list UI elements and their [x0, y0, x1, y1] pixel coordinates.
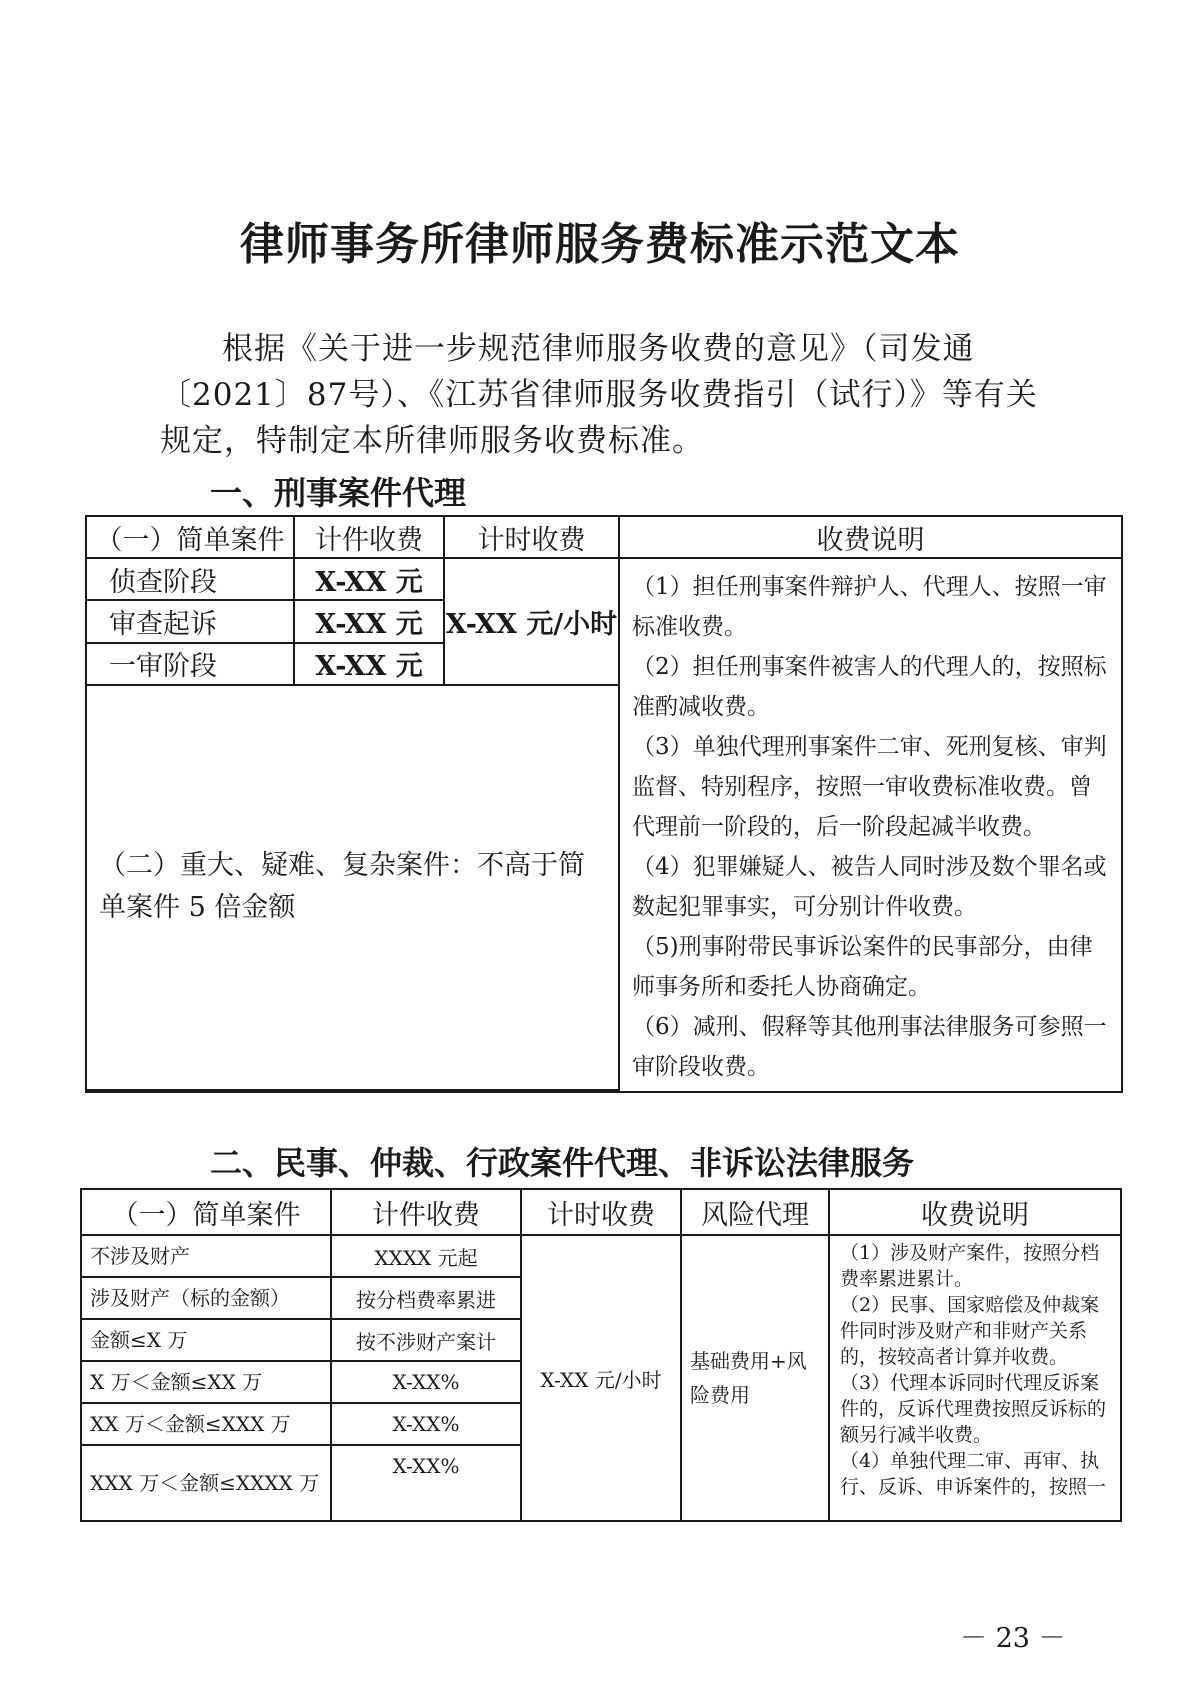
fee-note: （1）涉及财产案件，按照分档费率累进累计。 [840, 1242, 1100, 1290]
fee-cell: X-XX 元 [294, 558, 444, 600]
hourly-fee-cell: X-XX 元/小时 [521, 1235, 681, 1521]
category-cell: X 万＜金额≤XX 万 [81, 1361, 331, 1403]
major-cases-cell: （二）重大、疑难、复杂案件：不高于简单案件 5 倍金额 [86, 685, 619, 1090]
category-cell: 涉及财产（标的金额） [81, 1277, 331, 1319]
section-heading-criminal: 一、刑事案件代理 [210, 474, 467, 512]
fee-notes-cell [829, 1235, 1121, 1521]
table-header-row [86, 516, 1122, 558]
fee-cell: XXXX 元起 [331, 1235, 521, 1277]
column-header: 计件收费 [331, 1189, 521, 1235]
stage-cell: 一审阶段 [86, 643, 294, 685]
criminal-fee-table [85, 515, 1123, 1093]
fee-note: （4）犯罪嫌疑人、被告人同时涉及数个罪名或数起犯罪事实，可分别计件收费。 [632, 854, 1107, 920]
fee-cell: X-XX 元 [294, 600, 444, 642]
category-cell: 金额≤X 万 [81, 1319, 331, 1361]
stage-cell: 侦查阶段 [86, 558, 294, 600]
intro-paragraph: 根据《关于进一步规范律师服务收费的意见》（司发通〔2021〕87号）、《江苏省律师服务收费指引（试行）》等有关规定，特制定本所律师服务收费标准。 [160, 331, 1038, 459]
column-header: 计时收费 [521, 1189, 681, 1235]
fee-cell: 按不涉财产案计 [331, 1319, 521, 1361]
fee-cell: 按分档费率累进 [331, 1277, 521, 1319]
fee-note: （3）代理本诉同时代理反诉案件的，反诉代理费按照反诉标的额另行减半收费。 [840, 1372, 1107, 1446]
fee-note: （3）单独代理刑事案件二审、死刑复核、审判监督、特别程序，按照一审收费标准收费。曾代理前一阶段的，后一阶段起减半收费。 [632, 734, 1107, 840]
table-header-row [81, 1189, 1121, 1235]
table-row [86, 558, 1122, 600]
category-cell: XX 万＜金额≤XXX 万 [81, 1403, 331, 1445]
page-number: － 23 － [960, 1623, 1066, 1654]
column-header: 风险代理 [681, 1189, 829, 1235]
column-header: 收费说明 [619, 516, 1122, 558]
fee-note: （5)刑事附带民事诉讼案件的民事部分，由律师事务所和委托人协商确定。 [632, 934, 1093, 1000]
fee-cell: X-XX% [331, 1361, 521, 1403]
fee-cell: X-XX 元 [294, 643, 444, 685]
column-header: 计件收费 [294, 516, 444, 558]
fee-cell: X-XX% [331, 1445, 521, 1521]
civil-fee-table [80, 1188, 1122, 1522]
column-header: （一）简单案件 [81, 1189, 331, 1235]
column-header: 计时收费 [444, 516, 619, 558]
fee-cell: X-XX% [331, 1403, 521, 1445]
column-header: 收费说明 [829, 1189, 1121, 1235]
category-cell: 不涉及财产 [81, 1235, 331, 1277]
fee-note: （6）减刑、假释等其他刑事法律服务可参照一审阶段收费。 [632, 1014, 1107, 1080]
fee-note: （2）担任刑事案件被害人的代理人的，按照标准酌减收费。 [632, 654, 1107, 720]
stage-cell: 审查起诉 [86, 600, 294, 642]
fee-note: （1）担任刑事案件辩护人、代理人、按照一审标准收费。 [632, 574, 1107, 640]
fee-note: （2）民事、国家赔偿及仲裁案件同时涉及财产和非财产关系的，按较高者计算并收费。 [840, 1294, 1100, 1368]
column-header: （一）简单案件 [86, 516, 294, 558]
category-cell: XXX 万＜金额≤XXXX 万 [81, 1445, 331, 1521]
hourly-fee-cell: X-XX 元/小时 [444, 558, 619, 685]
section-heading-civil: 二、民事、仲裁、行政案件代理、非诉讼法律服务 [210, 1144, 915, 1182]
fee-note: （4）单独代理二审、再审、执行、反诉、申诉案件的，按照一 [840, 1450, 1107, 1498]
document-title: 律师事务所律师服务费标准示范文本 [240, 219, 960, 270]
risk-agency-cell: 基础费用+风险费用 [681, 1235, 829, 1521]
table-row [81, 1235, 1121, 1277]
fee-notes-cell [619, 558, 1122, 1092]
